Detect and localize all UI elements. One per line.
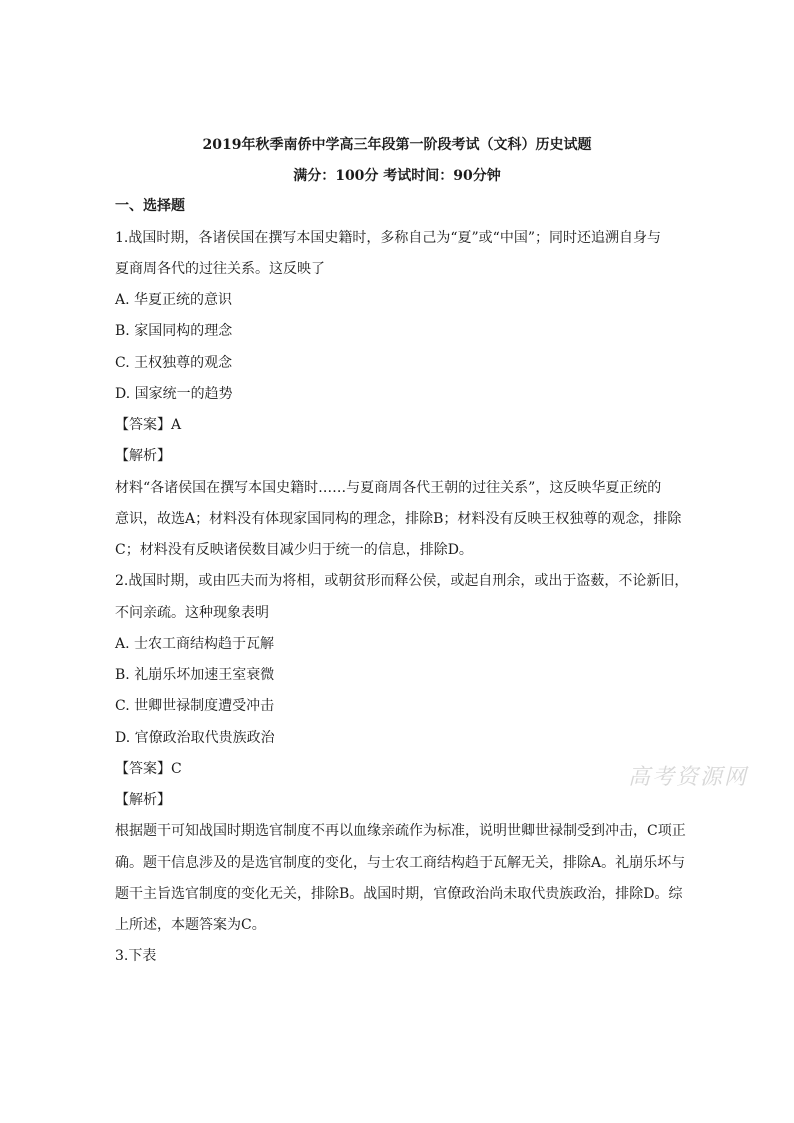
q1-analysis-line-1: 材料“各诸侯国在撰写本国史籍时……与夏商周各代王朝的过往关系”，这反映华夏正统的 bbox=[115, 480, 662, 496]
q2-answer: 【答案】C bbox=[115, 761, 182, 777]
q2-stem-line-1: 2.战国时期，或由匹夫而为将相，或朝贫形而释公侯，或起自刑余，或出于盗薮，不论新旧， bbox=[115, 573, 689, 589]
q2-analysis-label: 【解析】 bbox=[115, 792, 171, 808]
q2-analysis-line-4: 上所述，本题答案为C。 bbox=[115, 917, 266, 933]
q2-option-c: C. 世卿世禄制度遭受冲击 bbox=[115, 698, 275, 714]
q1-option-c: C. 王权独尊的观念 bbox=[115, 355, 233, 371]
q2-stem-line-2: 不问亲疏。这种现象表明 bbox=[115, 605, 269, 621]
q1-stem-line-1: 1.战国时期，各诸侯国在撰写本国史籍时，多称自己为“夏”或“中国”；同时还追溯自身与 bbox=[115, 230, 661, 246]
watermark-logo: 高考资源网 bbox=[628, 765, 749, 790]
q1-analysis-line-2: 意识，故选A；材料没有体现家国同构的理念，排除B；材料没有反映王权独尊的观念，排除 bbox=[115, 511, 682, 527]
q2-analysis-line-3: 题干主旨选官制度的变化无关，排除B。战国时期，官僚政治尚未取代贵族政治，排除D。综 bbox=[115, 886, 683, 902]
q2-analysis-line-1: 根据题干可知战国时期选官制度不再以血缘亲疏作为标准，说明世卿世禄制受到冲击，C项正 bbox=[115, 823, 686, 839]
q2-analysis-line-2: 确。题干信息涉及的是选官制度的变化，与士农工商结构趋于瓦解无关，排除A。礼崩乐坏与 bbox=[115, 855, 686, 871]
q1-option-a: A. 华夏正统的意识 bbox=[115, 292, 233, 308]
exam-subtitle: 满分：100分 考试时间：90分钟 bbox=[293, 168, 501, 184]
q1-answer: 【答案】A bbox=[115, 417, 182, 433]
q1-stem-line-2: 夏商周各代的过往关系。这反映了 bbox=[115, 261, 325, 277]
q1-analysis-label: 【解析】 bbox=[115, 448, 171, 464]
q2-option-d: D. 官僚政治取代贵族政治 bbox=[115, 730, 275, 746]
exam-title: 2019年秋季南侨中学高三年段第一阶段考试（文科）历史试题 bbox=[202, 137, 592, 153]
q2-option-a: A. 士农工商结构趋于瓦解 bbox=[115, 636, 275, 652]
q3-stem-line-1: 3.下表 bbox=[115, 948, 157, 964]
q1-analysis-line-3: C；材料没有反映诸侯数目减少归于统一的信息，排除D。 bbox=[115, 542, 473, 558]
q2-option-b: B. 礼崩乐坏加速王室衰微 bbox=[115, 667, 275, 683]
q1-option-b: B. 家国同构的理念 bbox=[115, 323, 233, 339]
section-heading: 一、选择题 bbox=[115, 198, 185, 214]
q1-option-d: D. 国家统一的趋势 bbox=[115, 386, 233, 402]
